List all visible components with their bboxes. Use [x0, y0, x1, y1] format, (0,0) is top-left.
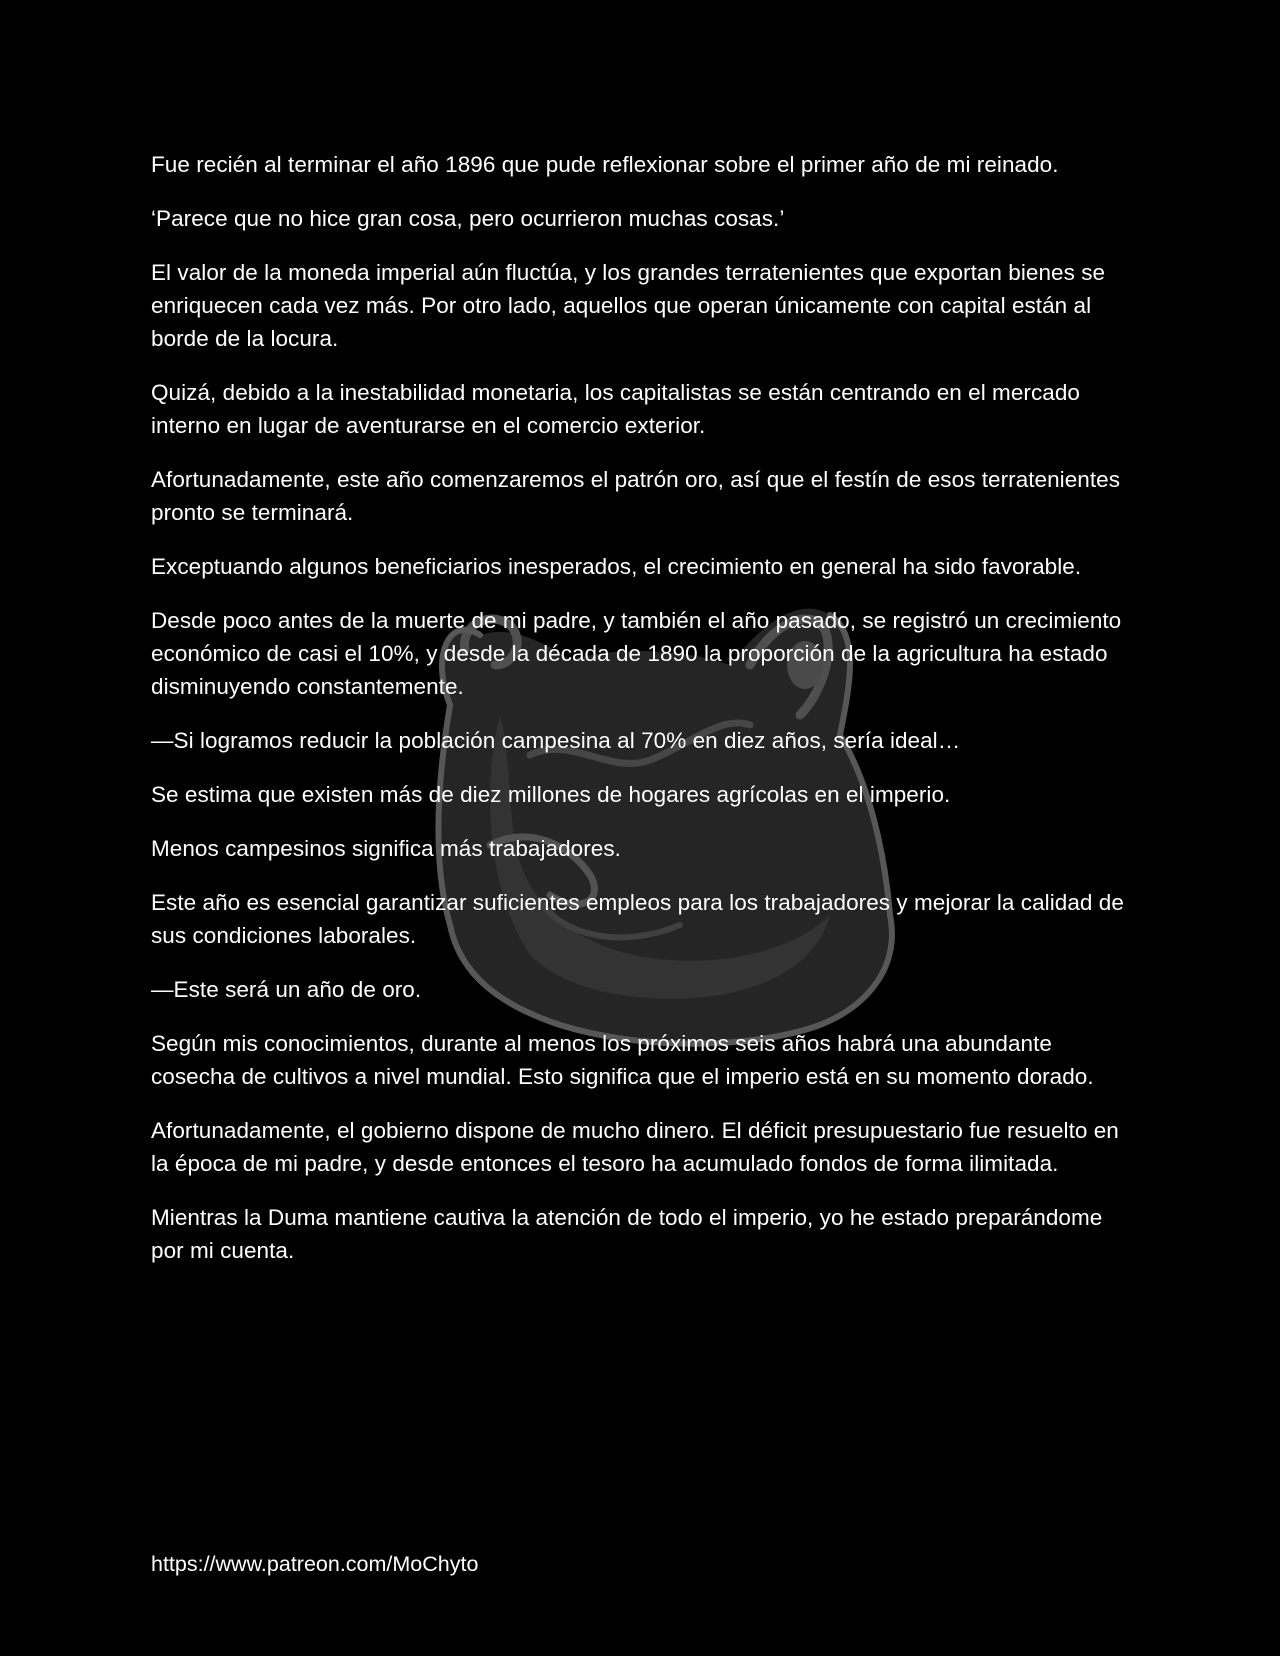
paragraph: Afortunadamente, este año comenzaremos el patrón oro, así que el festín de esos terratenientes pronto se terminará. — [151, 467, 1121, 525]
paragraph: —Si logramos reducir la población campesina al 70% en diez años, sería ideal… — [151, 728, 961, 753]
paragraph: —Este será un año de oro. — [151, 977, 422, 1002]
paragraph: Menos campesinos significa más trabajadores. — [151, 836, 621, 861]
paragraph: ‘Parece que no hice gran cosa, pero ocurrieron muchas cosas.’ — [151, 206, 785, 231]
paragraph: Según mis conocimientos, durante al menos los próximos seis años habrá una abundante cosecha de cultivos a nivel mundial. Esto significa que el imperio está en su momento dorado. — [151, 1031, 1094, 1089]
paragraph: Quizá, debido a la inestabilidad monetaria, los capitalistas se están centrando en el mercado interno en lugar de aventurarse en el comercio exterior. — [151, 380, 1080, 438]
patreon-link[interactable]: https://www.patreon.com/MoChyto — [151, 1552, 479, 1576]
paragraph: Se estima que existen más de diez millones de hogares agrícolas en el imperio. — [151, 782, 951, 807]
chapter-text — [151, 148, 1131, 1288]
paragraph: Mientras la Duma mantiene cautiva la atención de todo el imperio, yo he estado preparándome por mi cuenta. — [151, 1205, 1103, 1263]
paragraph: Desde poco antes de la muerte de mi padre, y también el año pasado, se registró un crecimiento económico de casi el 10%, y desde la década de 1890 la proporción de la agricultura ha estado disminuyendo constantemente. — [151, 608, 1122, 699]
paragraph: Este año es esencial garantizar suficientes empleos para los trabajadores y mejorar la calidad de sus condiciones laborales. — [151, 890, 1124, 948]
paragraph: Afortunadamente, el gobierno dispone de mucho dinero. El déficit presupuestario fue resuelto en la época de mi padre, y desde entonces el tesoro ha acumulado fondos de forma ilimitada. — [151, 1118, 1119, 1176]
paragraph: Fue recién al terminar el año 1896 que pude reflexionar sobre el primer año de mi reinado. — [151, 152, 1059, 177]
paragraph: Exceptuando algunos beneficiarios inesperados, el crecimiento en general ha sido favorable. — [151, 554, 1082, 579]
paragraph: El valor de la moneda imperial aún fluctúa, y los grandes terratenientes que exportan bienes se enriquecen cada vez más. Por otro lado, aquellos que operan únicamente con capital están al borde de la locura. — [151, 260, 1106, 351]
